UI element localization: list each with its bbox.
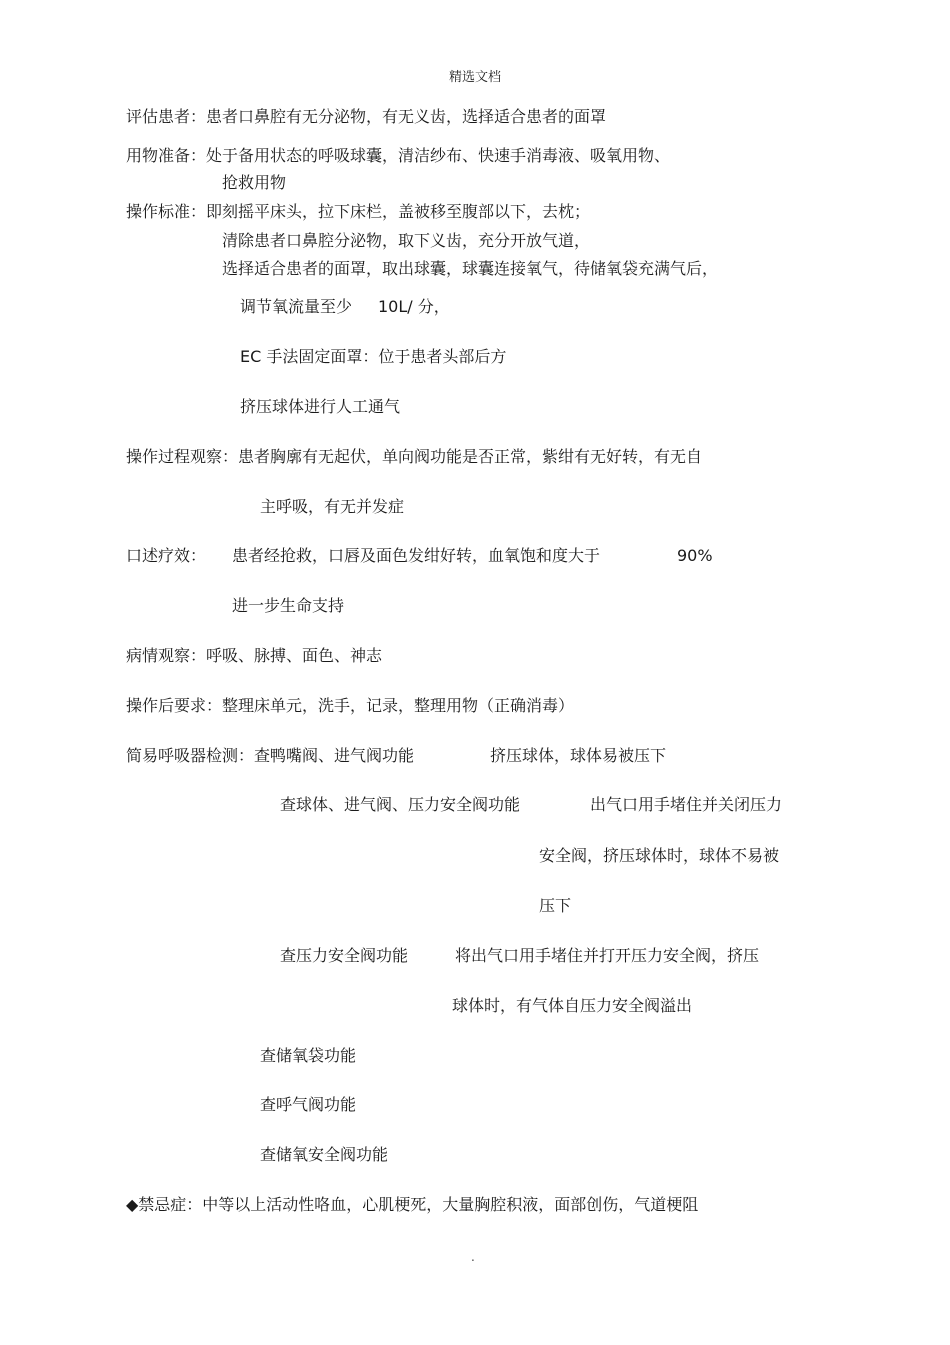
text-line: 进一步生命支持 xyxy=(232,596,345,615)
text-line: 操作标准：即刻摇平床头，拉下床栏，盖被移至腹部以下，去枕； xyxy=(126,202,591,221)
text-line: 安全阀，挤压球体时，球体不易被 xyxy=(539,846,780,865)
text-line: 挤压球体，球体易被压下 xyxy=(490,746,667,765)
text-line: 主呼吸，有无并发症 xyxy=(260,497,405,516)
text-line: 患者经抢救，口唇及面色发绀好转，血氧饱和度大于 xyxy=(232,546,601,565)
text-line: 查呼气阀功能 xyxy=(260,1095,357,1114)
text-line: 查储氧袋功能 xyxy=(260,1046,357,1065)
text-line: 操作后要求：整理床单元，洗手，记录，整理用物（正确消毒） xyxy=(126,696,575,715)
text-line: 用物准备：处于备用状态的呼吸球囊，清洁纱布、快速手消毒液、吸氧用物、 xyxy=(126,146,671,165)
text-line: 评估患者：患者口鼻腔有无分泌物，有无义齿，选择适合患者的面罩 xyxy=(126,107,607,126)
text-line: 出气口用手堵住并关闭压力 xyxy=(590,795,783,814)
text-line: 病情观察：呼吸、脉搏、面色、神志 xyxy=(126,646,383,665)
text-line: 90% xyxy=(677,546,713,565)
text-line: 球体时，有气体自压力安全阀溢出 xyxy=(452,996,693,1015)
page-header: 精选文档 xyxy=(448,70,501,85)
text-line: ◆禁忌症：中等以上活动性咯血，心肌梗死，大量胸腔积液，面部创伤，气道梗阻 xyxy=(126,1195,699,1214)
text-line: 10L/ 分， xyxy=(378,297,450,316)
text-line: 挤压球体进行人工通气 xyxy=(240,397,401,416)
text-line: 操作过程观察：患者胸廓有无起伏，单向阀功能是否正常，紫绀有无好转，有无自 xyxy=(126,447,703,466)
text-line: 选择适合患者的面罩，取出球囊，球囊连接氧气，待储氧袋充满气后， xyxy=(222,259,719,278)
text-line: 简易呼吸器检测：查鸭嘴阀、进气阀功能 xyxy=(126,746,415,765)
text-line: 查储氧安全阀功能 xyxy=(260,1145,389,1164)
text-line: 口述疗效： xyxy=(126,546,207,565)
page-footer: . xyxy=(471,1250,475,1264)
text-line: EC 手法固定面罩：位于患者头部后方 xyxy=(240,347,507,366)
text-line: 清除患者口鼻腔分泌物，取下义齿，充分开放气道， xyxy=(222,231,591,250)
text-line: 抢救用物 xyxy=(222,173,287,192)
text-line: 调节氧流量至少 xyxy=(240,297,353,316)
text-line: 将出气口用手堵住并打开压力安全阀，挤压 xyxy=(455,946,760,965)
text-line: 查压力安全阀功能 xyxy=(280,946,409,965)
text-line: 压下 xyxy=(539,896,572,915)
text-line: 查球体、进气阀、压力安全阀功能 xyxy=(280,795,521,814)
